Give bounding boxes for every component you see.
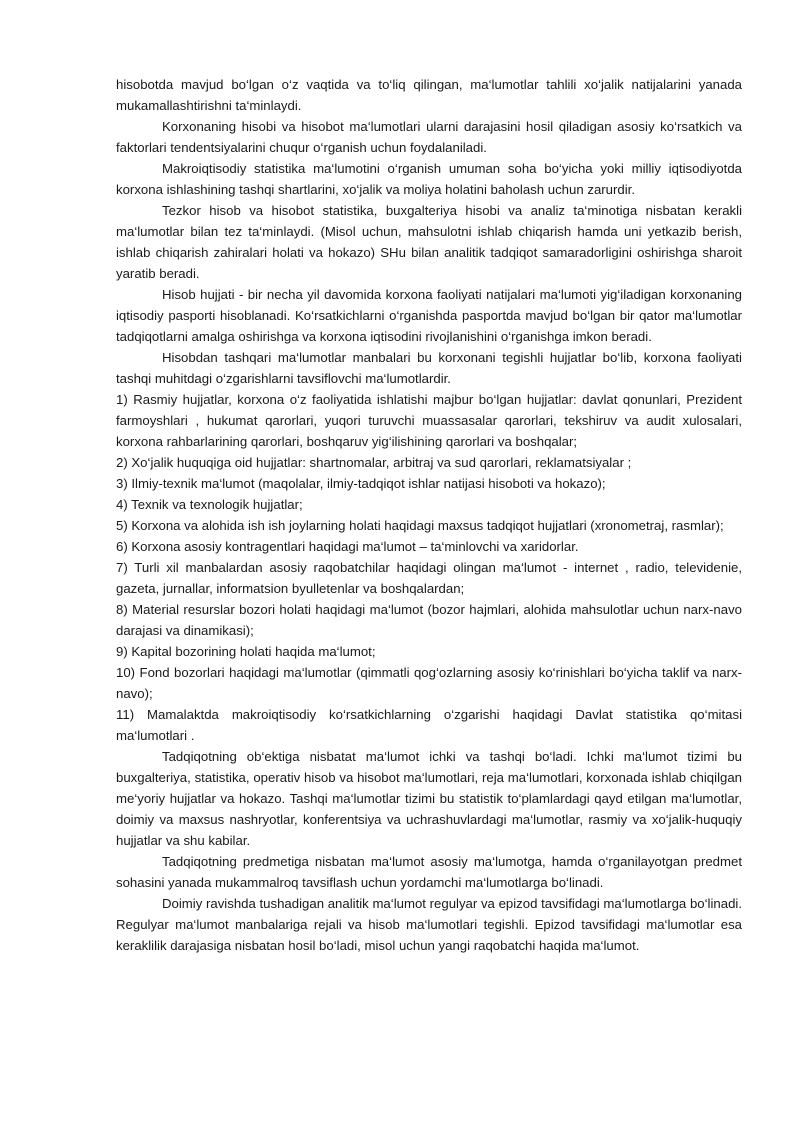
paragraph-internal-external-info: Tadqiqotning ob‘ektiga nisbatat ma‘lumot ichki va tashqi bo‘ladi. Ichki ma‘lumot tizimi bu buxgalteriya, statistika, operativ hisob va hisobot ma‘lumotlari, reja ma‘lumotlari, korxonada ishlab chiqilgan me‘yoriy hujjatlar va hokazo. Tashqi ma‘lumotlar tizimi bu statistik to‘plamlardagi qayd etilgan ma‘lumotlar, doimiy va maxsus nashryotlar, konferentsiya va uchrashuvlardagi ma‘lumotlar, rasmiy va xo‘jalik-huquqiy hujjatlar va shu kabilar. xyxy=(116,749,742,848)
document-page xyxy=(116,74,742,956)
list-item-1: 1) Rasmiy hujjatlar, korxona o‘z faoliyatida ishlatishi majbur bo‘lgan hujjatlar: davlat qonunlari, Prezident farmoyshlari , hukumat qarorlari, yuqori turuvchi muassasalar qarorlari, tekshiruv va audit xulosalari, korxona rahbarlarining qarorlari, boshqaruv yig‘ilishining qarorlari va boshqalar; xyxy=(116,392,742,449)
paragraph-subject-info: Tadqiqotning predmetiga nisbatan ma‘lumot asosiy ma‘lumotga, hamda o‘rganilayotgan predmet sohasini yanada mukammalroq tavsiflash uchun yordamchi ma‘lumotlarga bo‘linadi. xyxy=(116,854,742,890)
list-item-11: 11) Mamalaktda makroiqtisodiy ko‘rsatkichlarning o‘zgarishi haqidagi Davlat statistika qo‘mitasi ma‘lumotlari . xyxy=(116,707,742,743)
paragraph-macro-statistics: Makroiqtisodiy statistika ma‘lumotini o‘rganish umuman soha bo‘yicha yoki milliy iqtisodiyotda korxona ishlashining tashqi shartlarini, xo‘jalik va moliya holatini baholash uchun zarurdir. xyxy=(116,161,742,197)
paragraph-economic-passport: Hisob hujjati - bir necha yil davomida korxona faoliyati natijalari ma‘lumoti yig‘iladigan korxonaning iqtisodiy pasporti hisoblanadi. Ko‘rsatkichlarni o‘rganishda pasportda mavjud bo‘lgan bir qator ma‘lumotlar tadqiqotlarni amalga oshirishga va korxona iqtisodini rivojlanishini o‘rganishga imkon beradi. xyxy=(116,287,742,344)
paragraph-external-sources: Hisobdan tashqari ma‘lumotlar manbalari bu korxonani tegishli hujjatlar bo‘lib, korxona faoliyati tashqi muhitdagi o‘zgarishlarni tavsiflovchi ma‘lumotlardir. xyxy=(116,350,742,386)
list-item-9: 9) Kapital bozorining holati haqida ma‘lumot; xyxy=(116,644,376,659)
list-item-2: 2) Xo‘jalik huquqiga oid hujjatlar: shartnomalar, arbitraj va sud qarorlari, reklamatsiyalar ; xyxy=(116,455,632,470)
paragraph-operational-reporting: Tezkor hisob va hisobot statistika, buxgalteriya hisobi va analiz ta‘minotiga nisbatan kerakli ma‘lumotlar bilan tez ta‘minlaydi. (Misol uchun, mahsulotni ishlab chiqarish hamda uni yetkazib berish, ishlab chiqarish zahiralari holati va hokazo) SHu bilan analitik tadqiqot samaradorligini oshirishga sharoit yaratib beradi. xyxy=(116,203,742,281)
paragraph-continuation: hisobotda mavjud bo‘lgan o‘z vaqtida va to‘liq qilingan, ma‘lumotlar tahlili xo‘jalik natijalarini yanada mukamallashtirishni ta‘minlaydi. xyxy=(116,77,742,113)
list-item-10: 10) Fond bozorlari haqidagi ma‘lumotlar (qimmatli qog‘ozlarning asosiy ko‘rinishlari bo‘yicha taklif va narx-navo); xyxy=(116,665,742,701)
list-item-4: 4) Texnik va texnologik hujjatlar; xyxy=(116,497,303,512)
paragraph-regular-episodic-info: Doimiy ravishda tushadigan analitik ma‘lumot regulyar va epizod tavsifidagi ma‘lumotlarga bo‘linadi. Regulyar ma‘lumot manbalariga rejali va hisob ma‘lumotlari tegishli. Epizod tavsifidagi ma‘lumotlar esa keraklilik darajasiga nisbatan hosil bo‘ladi, misol uchun yangi raqobatchi haqida ma‘lumot. xyxy=(116,896,742,953)
paragraph-reporting-data: Korxonaning hisobi va hisobot ma‘lumotlari ularni darajasini hosil qiladigan asosiy ko‘rsatkich va faktorlari tendentsiyalarini chuqur o‘rganish uchun foydalaniladi. xyxy=(116,119,742,155)
list-item-7: 7) Turli xil manbalardan asosiy raqobatchilar haqidagi olingan ma‘lumot - internet , radio, televidenie, gazeta, jurnallar, informatsion byulletenlar va boshqalardan; xyxy=(116,560,742,596)
list-item-5: 5) Korxona va alohida ish ish joylarning holati haqidagi maxsus tadqiqot hujjatlari (xronometraj, rasmlar); xyxy=(116,518,724,533)
list-item-6: 6) Korxona asosiy kontragentlari haqidagi ma‘lumot – ta‘minlovchi va xaridorlar. xyxy=(116,539,579,554)
list-item-3: 3) Ilmiy-texnik ma‘lumot (maqolalar, ilmiy-tadqiqot ishlar natijasi hisoboti va hokazo); xyxy=(116,476,606,491)
list-item-8: 8) Material resurslar bozori holati haqidagi ma‘lumot (bozor hajmlari, alohida mahsulotlar uchun narx-navo darajasi va dinamikasi); xyxy=(116,602,742,638)
